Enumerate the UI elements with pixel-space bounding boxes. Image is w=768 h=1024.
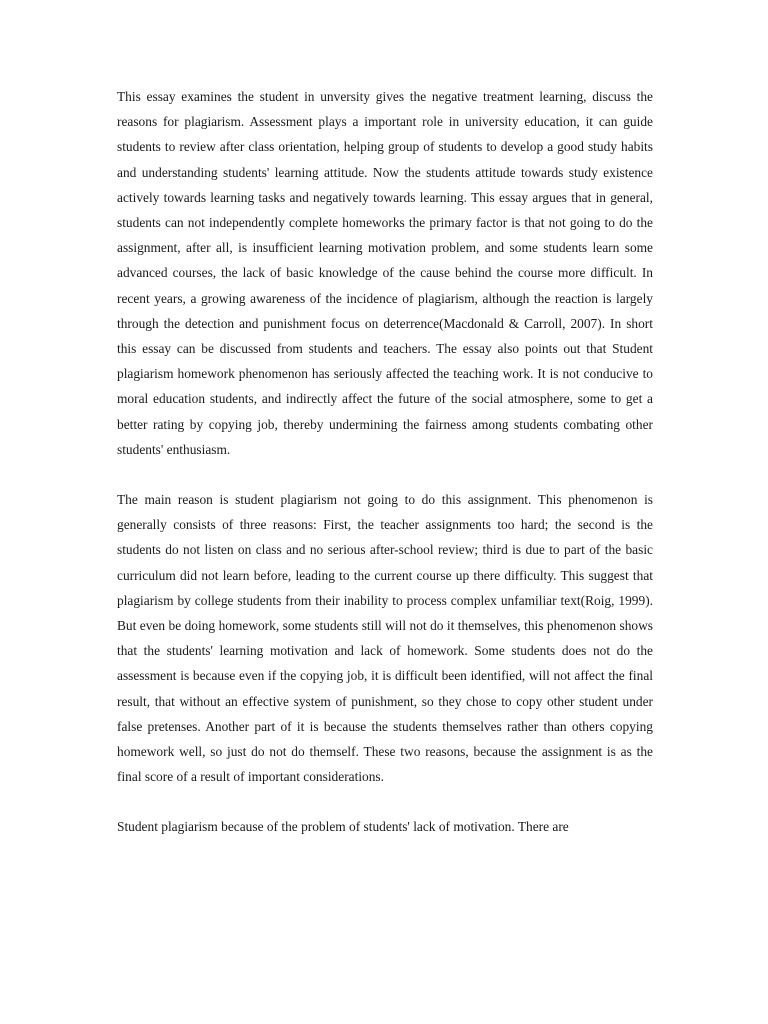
paragraph-intro: This essay examines the student in unversity gives the negative treatment learning, discuss the reasons for plagiarism. Assessment plays a important role in university education, it can guide students to review after class orientation, helping group of students to develop a good study habits and understanding students' learning attitude. Now the students attitude towards study existence actively towards learning tasks and negatively towards learning. This essay argues that in general, students can not independently complete homeworks the primary factor is that not going to do the assignment, after all, is insufficient learning motivation problem, and some students learn some advanced courses, the lack of basic knowledge of the cause behind the course more difficult. In recent years, a growing awareness of the incidence of plagiarism, although the reaction is largely through the detection and punishment focus on deterrence(Macdonald & Carroll, 2007). In short this essay can be discussed from students and teachers. The essay also points out that Student plagiarism homework phenomenon has seriously affected the teaching work. It is not conducive to moral education students, and indirectly affect the future of the social atmosphere, some to get a better rating by copying job, thereby undermining the fairness among students combating other students' enthusiasm. [117, 89, 653, 457]
paragraph-motivation: Student plagiarism because of the problem of students' lack of motivation. There are [117, 819, 569, 835]
document-page [117, 84, 653, 840]
paragraph-main-reason: The main reason is student plagiarism not going to do this assignment. This phenomenon is generally consists of three reasons: First, the teacher assignments too hard; the second is the students do not listen on class and no serious after-school review; third is due to part of the basic curriculum did not learn before, leading to the current course up there difficulty. This suggest that plagiarism by college students from their inability to process complex unfamiliar text(Roig, 1999). But even be doing homework, some students still will not do it themselves, this phenomenon shows that the students' learning motivation and lack of homework. Some students does not do the assessment is because even if the copying job, it is difficult been identified, will not affect the final result, that without an effective system of punishment, so they chose to copy other student under false pretenses. Another part of it is because the students themselves rather than others copying homework well, so just do not do themself. These two reasons, because the assignment is as the final score of a result of important considerations. [117, 492, 653, 785]
